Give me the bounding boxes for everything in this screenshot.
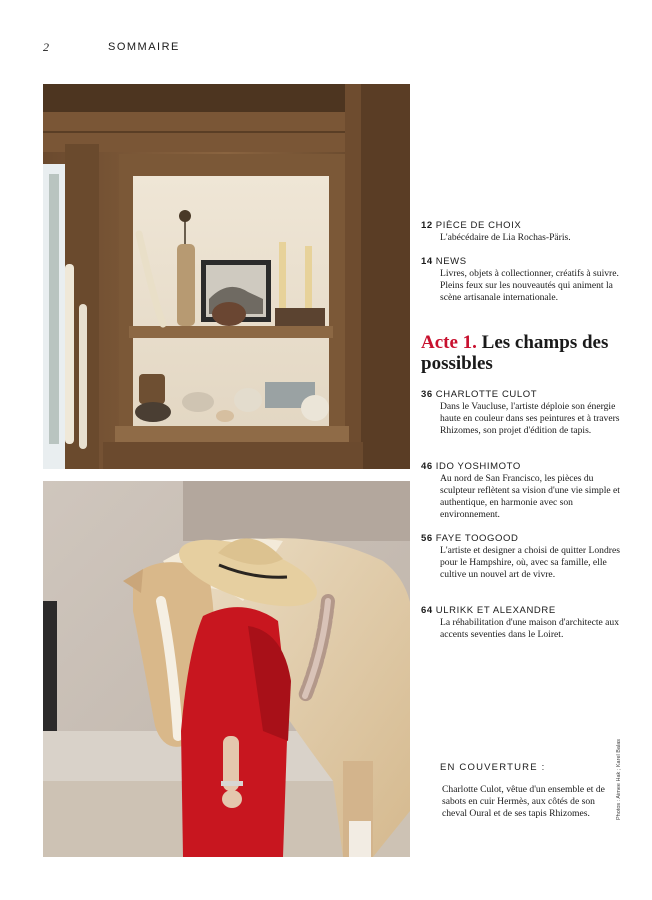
entry-page-number: 64 (421, 605, 433, 616)
entry-title: NEWS (435, 256, 467, 267)
entry-title: ULRIKK ET ALEXANDRE (435, 605, 556, 616)
toc-entry[interactable] (421, 461, 626, 521)
shelf-photo (43, 84, 410, 469)
entry-title: FAYE TOOGOOD (435, 533, 519, 544)
cover-photo (43, 481, 410, 857)
act-heading (421, 332, 641, 374)
entry-description: La réhabilitation d'une maison d'architecte aux accents seventies dans le Loiret. (440, 617, 620, 640)
photo-credits: Photos : Aimee Hak ; Karel Balas (616, 738, 622, 820)
page-number: 2 (43, 40, 49, 54)
cover-caption: Charlotte Culot, vêtue d'un ensemble et de sabots en cuir Hermès, aux côtés de son cheval Oural et de ses tapis Rhizomes. (442, 784, 605, 819)
toc-entry[interactable] (421, 389, 626, 437)
entry-title: IDO YOSHIMOTO (435, 461, 521, 472)
entry-description: L'abécédaire de Lia Rochas-Päris. (440, 232, 571, 243)
toc-entry[interactable] (421, 605, 626, 641)
entry-page-number: 14 (421, 256, 433, 267)
section-title: SOMMAIRE (108, 41, 180, 53)
entry-title: CHARLOTTE CULOT (435, 389, 538, 400)
toc-entry[interactable] (421, 256, 626, 304)
entry-page-number: 12 (421, 220, 433, 231)
entry-description: L'artiste et designer a choisi de quitter Londres pour le Hampshire, où, avec sa famille, elle cultive un nouvel art de vivre. (440, 545, 620, 580)
act-label: Acte 1. (421, 332, 477, 353)
toc-entry[interactable] (421, 220, 626, 244)
entry-page-number: 36 (421, 389, 433, 400)
cover-heading: EN COUVERTURE : (440, 762, 546, 773)
act-title: Les champs des possibles (421, 332, 609, 374)
entry-description: Au nord de San Francisco, les pièces du sculpteur reflètent sa vision d'une vie simple et authentique, en harmonie avec son environnement. (440, 473, 620, 520)
entry-title: PIÈCE DE CHOIX (435, 220, 522, 231)
toc-entry[interactable] (421, 533, 626, 581)
entry-description: Dans le Vaucluse, l'artiste déploie son énergie haute en couleur dans ses peintures et à travers Rhizomes, son projet d'édition de tapis. (440, 401, 620, 436)
entry-description: Livres, objets à collectionner, créatifs à suivre. Pleins feux sur les nouveautés qui animent la scène artisanale internationale. (440, 268, 619, 303)
entry-page-number: 56 (421, 533, 433, 544)
entry-page-number: 46 (421, 461, 433, 472)
